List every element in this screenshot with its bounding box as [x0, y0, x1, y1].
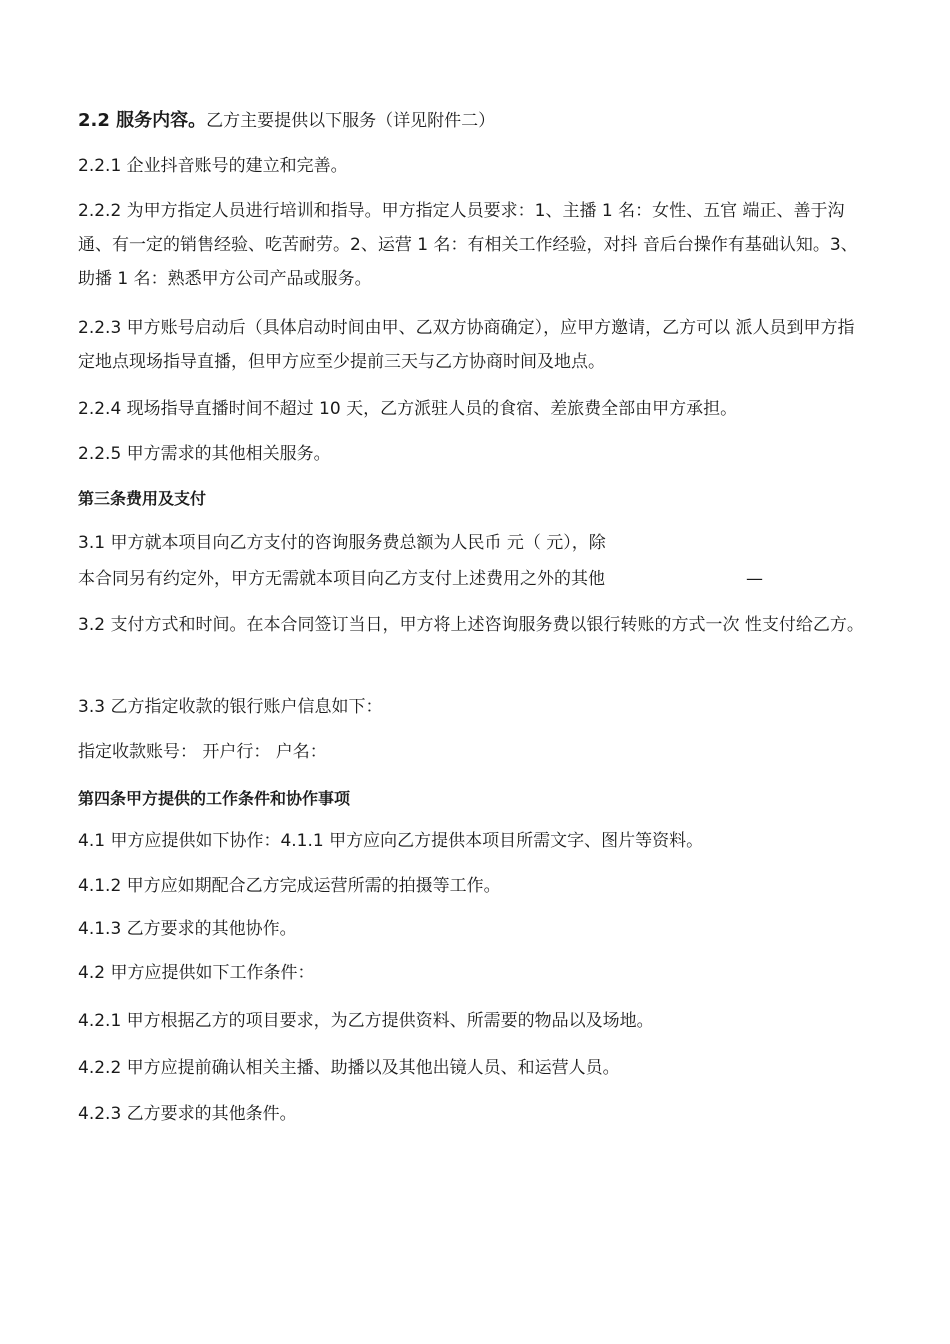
clause-4-2: 4.2 甲方应提供如下工作条件：: [78, 963, 315, 983]
article-3-heading: 第三条费用及支付: [78, 489, 207, 508]
clause-3-1-dash: —: [746, 569, 763, 589]
clause-2-2-1: 2.2.1 企业抖音账号的建立和完善。: [78, 156, 348, 176]
clause-3-1-line1: 3.1 甲方就本项目向乙方支付的咨询服务费总额为人民币 元（ 元），除: [78, 533, 606, 553]
section-2-2-heading: [78, 104, 868, 138]
section-2-2-lead: 2.2 服务内容。: [78, 110, 207, 131]
clause-2-2-5: 2.2.5 甲方需求的其他相关服务。: [78, 444, 331, 464]
article-4-heading: 第四条甲方提供的工作条件和协作事项: [78, 789, 351, 808]
clause-2-2-4: 2.2.4 现场指导直播时间不超过 10 天，乙方派驻人员的食宿、差旅费全部由甲方承担。: [78, 399, 738, 419]
clause-3-3: 3.3 乙方指定收款的银行账户信息如下：: [78, 697, 383, 717]
bank-account-fields: 指定收款账号： 开户行： 户名：: [78, 742, 327, 762]
clause-2-2-2: 2.2.2 为甲方指定人员进行培训和指导。甲方指定人员要求：1、主播 1 名：女性、五官 端正、善于沟通、有一定的销售经验、吃苦耐劳。2、运营 1 名：有相关工作经验，对抖 音后台操作有基础认知。3、助播 1 名：熟悉甲方公司产品或服务。: [78, 201, 858, 289]
clause-4-2-3: 4.2.3 乙方要求的其他条件。: [78, 1104, 297, 1124]
clause-4-1: 4.1 甲方应提供如下协作：4.1.1 甲方应向乙方提供本项目所需文字、图片等资料。: [78, 831, 704, 851]
clause-3-2: 3.2 支付方式和时间。在本合同签订当日，甲方将上述咨询服务费以银行转账的方式一次 性支付给乙方。: [78, 615, 864, 635]
clause-3-1-line2: 本合同另有约定外，甲方无需就本项目向乙方支付上述费用之外的其他: [78, 569, 605, 589]
clause-4-1-2: 4.1.2 甲方应如期配合乙方完成运营所需的拍摄等工作。: [78, 876, 501, 896]
clause-4-2-1: 4.2.1 甲方根据乙方的项目要求，为乙方提供资料、所需要的物品以及场地。: [78, 1011, 654, 1031]
section-2-2-text: 乙方主要提供以下服务（详见附件二）: [206, 111, 496, 131]
clause-4-2-2: 4.2.2 甲方应提前确认相关主播、助播以及其他出镜人员、和运营人员。: [78, 1058, 620, 1078]
clause-2-2-3: 2.2.3 甲方账号启动后（具体启动时间由甲、乙双方协商确定），应甲方邀请，乙方可以 派人员到甲方指定地点现场指导直播，但甲方应至少提前三天与乙方协商时间及地点。: [78, 318, 855, 372]
clause-4-1-3: 4.1.3 乙方要求的其他协作。: [78, 919, 297, 939]
